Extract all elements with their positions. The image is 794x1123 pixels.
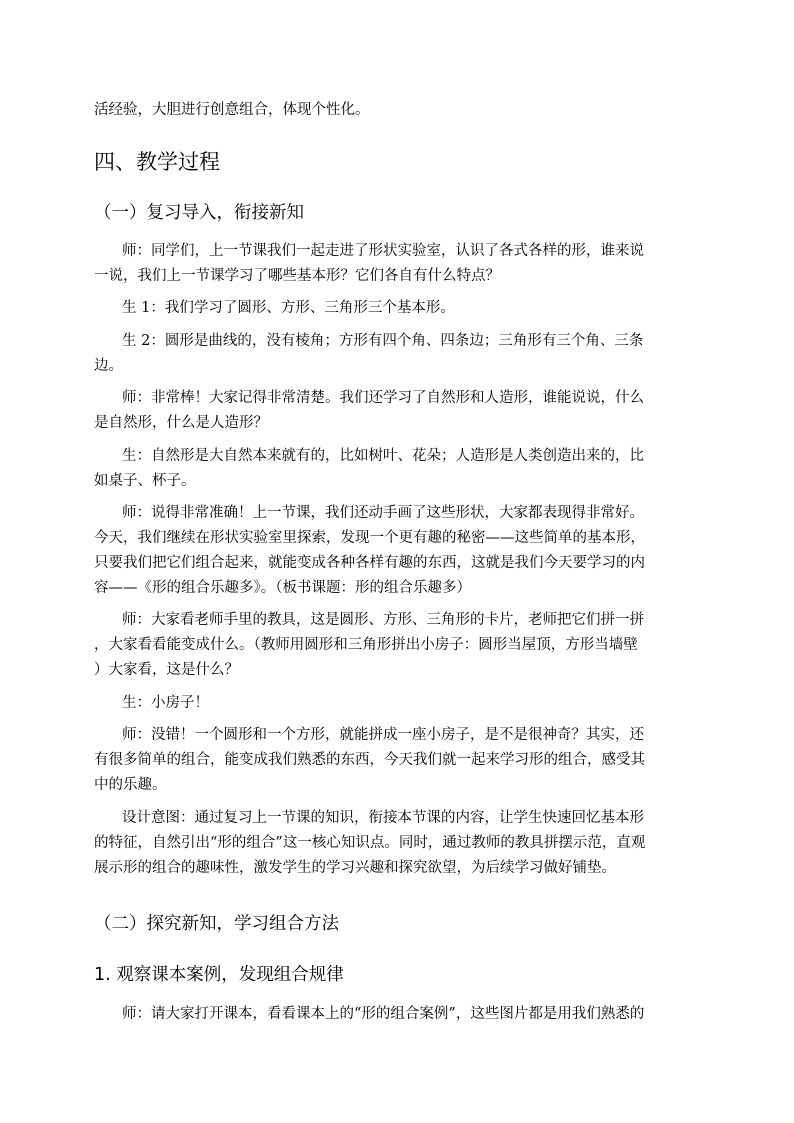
text-line: 只要我们把它们组合起来，就能变成各种各样有趣的东西，这就是我们今天要学习的内 [94,555,645,571]
text-line: 生 1：我们学习了圆形、方形、三角形三个基本形。 [122,300,455,316]
text-line: 师：大家看老师手里的教具，这是圆形、方形、三角形的卡片，老师把它们拼一拼 [122,612,644,628]
text-line: 生：自然形是大自然本来就有的，比如树叶、花朵；人造形是人类创造出来的，比 [122,448,644,464]
text-line: 有很多简单的组合，能变成我们熟悉的东西，今天我们就一起来学习形的组合，感受其 [94,752,645,768]
section-heading: 四、教学过程 [94,150,220,174]
subsection-heading: （二）探究新知，学习组合方法 [94,914,339,934]
text-line: 边。 [94,358,123,374]
text-line: ，大家看看能变成什么。（教师用圆形和三角形拼出小房子：圆形当屋顶，方形当墙壁 [94,637,638,653]
text-line: 展示形的组合的趣味性，激发学生的学习兴趣和探究欲望，为后续学习做好铺垫。 [94,860,616,876]
text-line: 如桌子、杯子。 [94,473,196,489]
text-line: 是自然形，什么是人造形？ [94,415,268,431]
text-line: 师：同学们，上一节课我们一起走进了形状实验室，认识了各式各样的形，谁来说 [122,243,644,259]
subsection-heading: （一）复习导入，衔接新知 [94,203,304,223]
text-line: ）大家看，这是什么？ [94,662,239,678]
text-line: 一说，我们上一节课学习了哪些基本形？它们各自有什么特点？ [94,268,500,284]
text-line: 师：没错！一个圆形和一个方形，就能拼成一座小房子，是不是很神奇？其实，还 [122,727,644,743]
numbered-heading: 1. 观察课本案例，发现组合规律 [94,965,344,985]
text-line: 容——《形的组合乐趣多》。（板书课题：形的组合乐趣多） [94,580,471,596]
text-line: 设计意图：通过复习上一节课的知识，衔接本节课的内容，让学生快速回忆基本形 [122,810,644,826]
text-line: 生 2：圆形是曲线的，没有棱角；方形有四个角、四条边；三角形有三个角、三条 [122,333,644,349]
text-line: 中的乐趣。 [94,777,167,793]
text-line: 师：请大家打开课本，看看课本上的“形的组合案例”，这些图片都是用我们熟悉的 [122,1006,645,1022]
text-line: 活经验，大胆进行创意组合，体现个性化。 [94,102,370,118]
text-line: 师：非常棒！大家记得非常清楚。我们还学习了自然形和人造形，谁能说说，什么 [122,390,644,406]
text-line: 生：小房子！ [122,695,209,711]
text-line: 的特征，自然引出“形的组合”这一核心知识点。同时，通过教师的教具拼摆示范，直观 [94,835,646,851]
text-line: 今天，我们继续在形状实验室里探索，发现一个更有趣的秘密——这些简单的基本形， [94,530,645,546]
text-line: 师：说得非常准确！上一节课，我们还动手画了这些形状，大家都表现得非常好。 [122,505,644,521]
